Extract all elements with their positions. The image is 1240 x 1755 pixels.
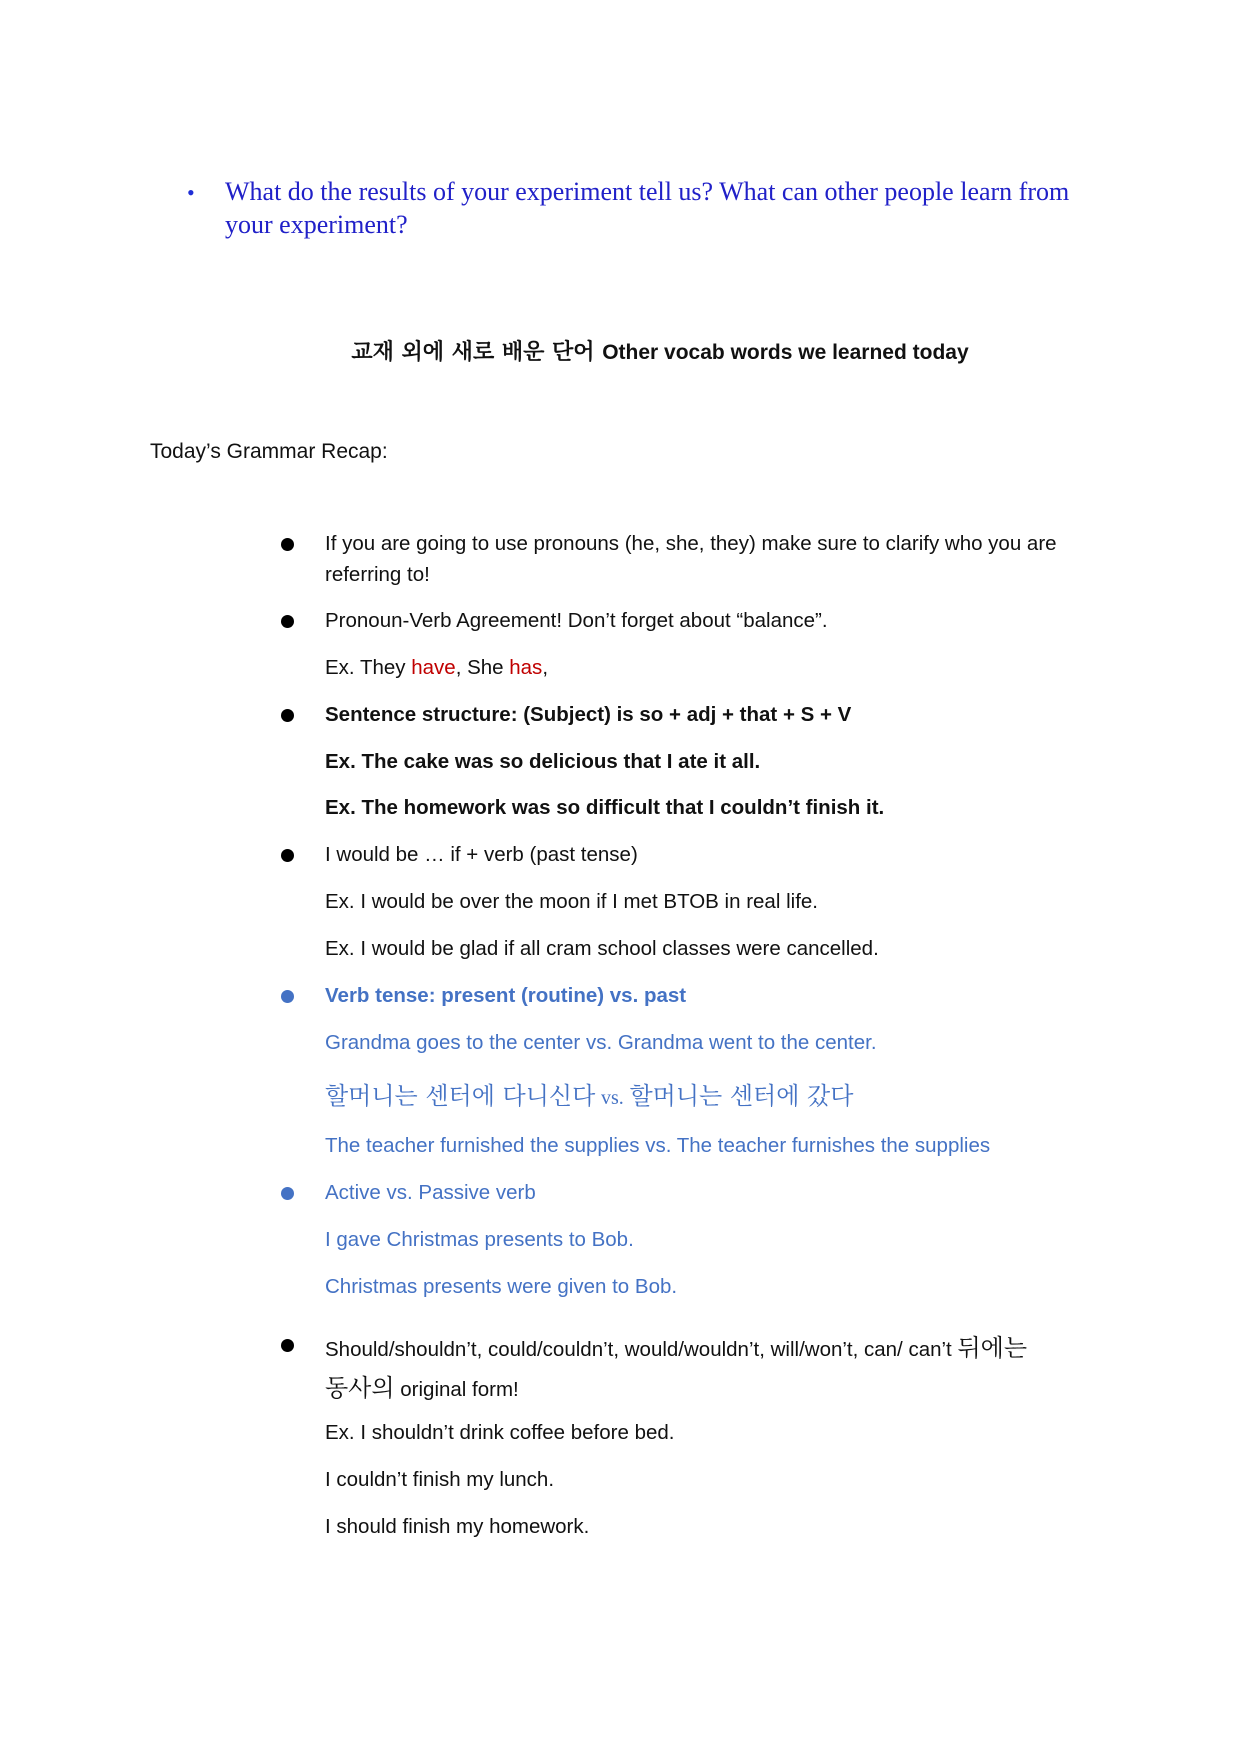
modals-example-1: Ex. I shouldn’t drink coffee before bed. bbox=[325, 1421, 675, 1444]
structure-example-2: Ex. The homework was so difficult that I couldn’t finish it. bbox=[325, 796, 885, 819]
agreement-line: Pronoun-Verb Agreement! Don’t forget about “balance”. bbox=[325, 609, 828, 632]
agreement-ex-end: , bbox=[542, 656, 549, 679]
modals-line2-english: original form! bbox=[394, 1378, 519, 1401]
tense-line: Verb tense: present (routine) vs. past bbox=[325, 984, 687, 1007]
bullet-dot bbox=[281, 615, 294, 628]
vocab-heading bbox=[0, 335, 1240, 366]
tense-example-1: Grandma goes to the center vs. Grandma went to the center. bbox=[325, 1031, 877, 1054]
question-bullet: • bbox=[187, 180, 195, 205]
modals-line1-english: Should/shouldn’t, could/couldn’t, would/wouldn’t, will/won’t, can/ can’t bbox=[325, 1338, 958, 1361]
tense-korean-vs: vs. bbox=[600, 1087, 624, 1109]
modals-example-2: I couldn’t finish my lunch. bbox=[325, 1468, 555, 1491]
modals-line2 bbox=[325, 1368, 519, 1403]
modals-line1 bbox=[325, 1328, 1027, 1363]
pronouns-line1: If you are going to use pronouns (he, she, they) make sure to clarify who you are bbox=[325, 532, 1057, 555]
would-example-1: Ex. I would be over the moon if I met BTOB in real life. bbox=[325, 890, 818, 913]
grammar-recap-heading: Today’s Grammar Recap: bbox=[150, 440, 388, 463]
vocab-heading-english: Other vocab words we learned today bbox=[602, 341, 969, 364]
modals-example-3: I should finish my homework. bbox=[325, 1515, 590, 1538]
bullet-dot bbox=[281, 849, 294, 862]
tense-korean-example bbox=[325, 1076, 853, 1111]
voice-example-2: Christmas presents were given to Bob. bbox=[325, 1275, 678, 1298]
agreement-ex-prefix: Ex. They bbox=[325, 656, 412, 679]
tense-korean-1: 할머니는 센터에 다니신다 bbox=[325, 1082, 596, 1110]
modals-line2-korean: 동사의 bbox=[325, 1374, 395, 1402]
tense-korean-2: 할머니는 센터에 갔다 bbox=[629, 1082, 854, 1110]
question-text: What do the results of your experiment tell us? What can other people learn from your experiment? bbox=[225, 177, 1070, 239]
structure-example-1: Ex. The cake was so delicious that I ate it all. bbox=[325, 750, 761, 773]
agreement-ex-mid: , She bbox=[455, 656, 510, 679]
agreement-ex-has: has bbox=[509, 656, 543, 679]
tense-example-2: The teacher furnished the supplies vs. The teacher furnishes the supplies bbox=[325, 1134, 991, 1157]
bullet-dot bbox=[281, 1339, 294, 1352]
modals-line1-korean: 뒤에는 bbox=[957, 1334, 1028, 1362]
bullet-dot bbox=[281, 538, 294, 551]
bullet-dot-blue bbox=[281, 1187, 294, 1200]
bullet-dot bbox=[281, 709, 294, 722]
would-example-2: Ex. I would be glad if all cram school classes were cancelled. bbox=[325, 937, 879, 960]
structure-line: Sentence structure: (Subject) is so + adj + that + S + V bbox=[325, 703, 852, 726]
voice-example-1: I gave Christmas presents to Bob. bbox=[325, 1228, 634, 1251]
vocab-heading-korean: 교재 외에 새로 배운 단어 bbox=[351, 340, 595, 365]
agreement-ex-have: have bbox=[411, 656, 456, 679]
voice-line: Active vs. Passive verb bbox=[325, 1181, 536, 1204]
pronouns-line2: referring to! bbox=[325, 563, 430, 586]
would-line: I would be … if + verb (past tense) bbox=[325, 843, 638, 866]
agreement-example bbox=[325, 656, 548, 680]
bullet-dot-blue bbox=[281, 990, 294, 1003]
